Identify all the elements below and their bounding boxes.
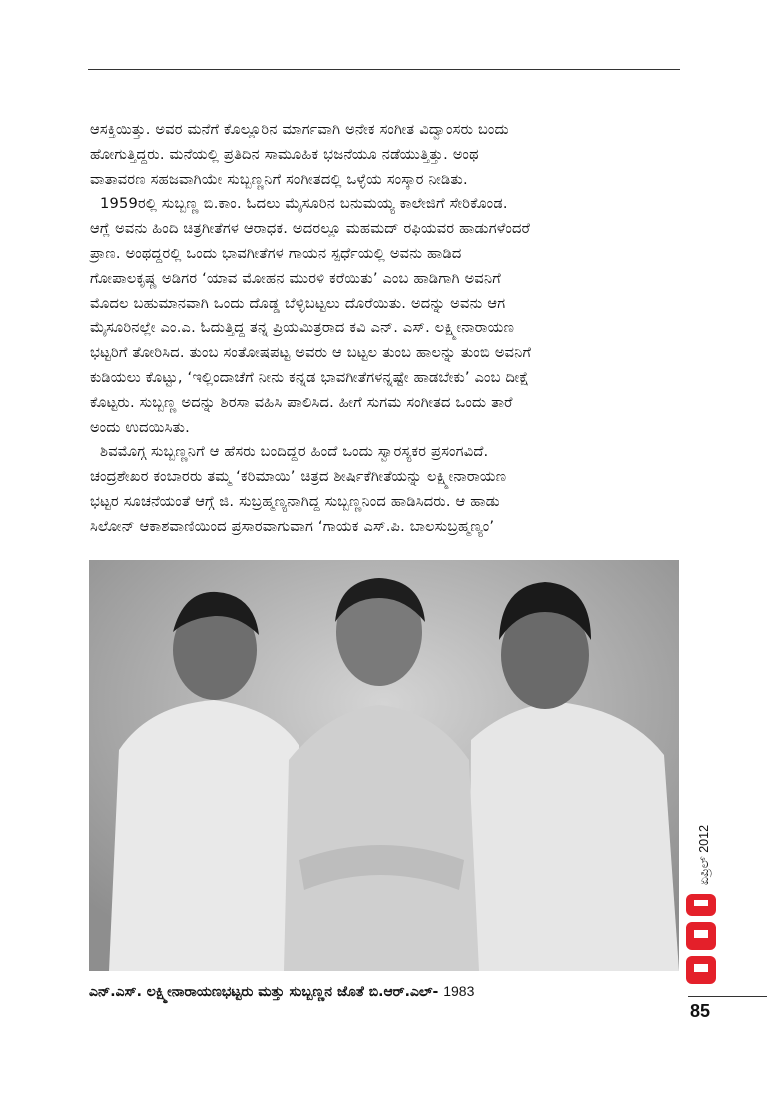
- text-line: ಹೋಗುತ್ತಿದ್ದರು. ಮನೆಯಲ್ಲಿ ಪ್ರತಿದಿನ ಸಾಮೂಹಿಕ ಭಜನೆಯೂ ನಡೆಯುತ್ತಿತ್ತು. ಅಂಥ: [90, 145, 479, 163]
- magazine-logo: [680, 890, 720, 988]
- text-line: ಭಟ್ಟರಿಗೆ ತೋರಿಸಿದ. ತುಂಬ ಸಂತೋಷಪಟ್ಟ ಅವರು ಆ ಬಟ್ಟಲ ತುಂಬ ಹಾಲನ್ನು ತುಂಬಿ ಅವನಿಗೆ: [90, 344, 532, 362]
- text-line: ಮೊದಲ ಬಹುಮಾನವಾಗಿ ಒಂದು ದೊಡ್ಡ ಬೆಳ್ಳಿಬಟ್ಟಲು ದೊರೆಯಿತು. ಅದನ್ನು ಅವನು ಆಗ: [90, 294, 506, 312]
- text-line: ಮೈಸೂರಿನಲ್ಲೇ ಎಂ.ಎ. ಓದುತ್ತಿದ್ದ ತನ್ನ ಪ್ರಿಯಮಿತ್ರರಾದ ಕವಿ ಎನ್. ಎಸ್. ಲಕ್ಷ್ಮೀನಾರಾಯಣ: [90, 319, 515, 337]
- text-line: ಸಿಲೋನ್ ಆಕಾಶವಾಣಿಯಿಂದ ಪ್ರಸಾರವಾಗುವಾಗ ‘ಗಾಯಕ ಎಸ್.ಪಿ. ಬಾಲಸುಬ್ರಹ್ಮಣ್ಯಂ’: [90, 517, 495, 535]
- issue-date-text: ಏಪ್ರಿಲ್ 2012: [696, 824, 711, 886]
- group-photo: [89, 560, 679, 971]
- text-line: ಶಿವಮೊಗ್ಗ ಸುಬ್ಬಣ್ಣನಿಗೆ ಆ ಹೆಸರು ಬಂದಿದ್ದರ ಹಿಂದೆ ಒಂದು ಸ್ವಾರಸ್ಯಕರ ಪ್ರಸಂಗವಿದೆ.: [100, 443, 489, 461]
- text-line: ಚಂದ್ರಶೇಖರ ಕಂಬಾರರು ತಮ್ಮ ‘ಕರಿಮಾಯಿ’ ಚಿತ್ರದ ಶೀರ್ಷಿಕೆಗೀತೆಯನ್ನು ಲಕ್ಷ್ಮೀನಾರಾಯಣ: [90, 468, 507, 486]
- text-line: ಆಸಕ್ತಿಯಿತ್ತು. ಅವರ ಮನೆಗೆ ಕೊಲ್ಲೂರಿನ ಮಾರ್ಗವಾಗಿ ಅನೇಕ ಸಂಗೀತ ವಿದ್ವಾಂಸರು ಬಂದು: [90, 121, 509, 138]
- text-line: ಅಂದು ಉದಯಿಸಿತು.: [90, 418, 190, 436]
- left-man-shirt: [109, 700, 304, 971]
- footer-rule: [688, 996, 767, 997]
- text-line: ಪ್ರಾಣ. ಅಂಥದ್ದರಲ್ಲಿ ಒಂದು ಭಾವಗೀತೆಗಳ ಗಾಯನ ಸ್ಪರ್ಧೆಯಲ್ಲಿ ಅವನು ಹಾಡಿದ: [90, 244, 462, 262]
- page-number: 85: [690, 1001, 711, 1021]
- top-rule: [88, 69, 680, 70]
- text-line: ವಾತಾವರಣ ಸಹಜವಾಗಿಯೇ ಸುಬ್ಬಣ್ಣನಿಗೆ ಸಂಗೀತದಲ್ಲಿ ಒಳ್ಳೆಯ ಸಂಸ್ಕಾರ ನೀಡಿತು.: [90, 170, 468, 188]
- text-line: ಕುಡಿಯಲು ಕೊಟ್ಟು, ‘ಇಲ್ಲಿಂದಾಚೆಗೆ ನೀನು ಕನ್ನಡ ಭಾವಗೀತೆಗಳನ್ನಷ್ಟೇ ಹಾಡಬೇಕು’ ಎಂಬ ದೀಕ್ಷೆ: [90, 368, 529, 386]
- issue-date: [689, 824, 719, 886]
- caption-text: ಎನ್.ಎಸ್. ಲಕ್ಷ್ಮೀನಾರಾಯಣಭಟ್ಟರು ಮತ್ತು ಸುಬ್ಬಣ್ಣನ ಜೊತೆ ಬಿ.ಆರ್.ಎಲ್-: [89, 984, 439, 1000]
- center-man-kurta: [284, 705, 479, 971]
- caption-year: 1983: [443, 983, 475, 999]
- text-line: ಕೊಟ್ಟರು. ಸುಬ್ಬಣ್ಣ ಅದನ್ನು ಶಿರಸಾ ವಹಿಸಿ ಪಾಲಿಸಿದ. ಹೀಗೆ ಸುಗಮ ಸಂಗೀತದ ಒಂದು ತಾರೆ: [90, 393, 513, 411]
- text-line: ಗೋಪಾಲಕೃಷ್ಣ ಅಡಿಗರ ‘ಯಾವ ಮೋಹನ ಮುರಳಿ ಕರೆಯಿತು’ ಎಂಬ ಹಾಡಿಗಾಗಿ ಅವನಿಗೆ: [90, 269, 501, 287]
- text-line: ಭಟ್ಟರ ಸೂಚನೆಯಂತೆ ಆಗ್ಗೆ ಜಿ. ಸುಬ್ರಹ್ಮಣ್ಯನಾಗಿದ್ದ ಸುಬ್ಬಣ್ಣನಿಂದ ಹಾಡಿಸಿದರು. ಆ ಹಾಡು: [90, 492, 500, 510]
- article-body: [90, 118, 680, 540]
- right-man-shirt: [469, 702, 679, 971]
- photo-figures: [89, 560, 679, 971]
- photo-caption: [89, 983, 474, 1000]
- text-line: 1959ರಲ್ಲಿ ಸುಬ್ಬಣ್ಣ ಬಿ.ಕಾಂ. ಓದಲು ಮೈಸೂರಿನ ಬನುಮಯ್ಯ ಕಾಲೇಜಿಗೆ ಸೇರಿಕೊಂಡ.: [100, 195, 508, 213]
- text-line: ಆಗ್ಲೆ ಅವನು ಹಿಂದಿ ಚಿತ್ರಗೀತೆಗಳ ಆರಾಧಕ. ಅದರಲ್ಲೂ ಮಹಮದ್ ರಫಿಯವರ ಹಾಡುಗಳೆಂದರೆ: [90, 220, 531, 238]
